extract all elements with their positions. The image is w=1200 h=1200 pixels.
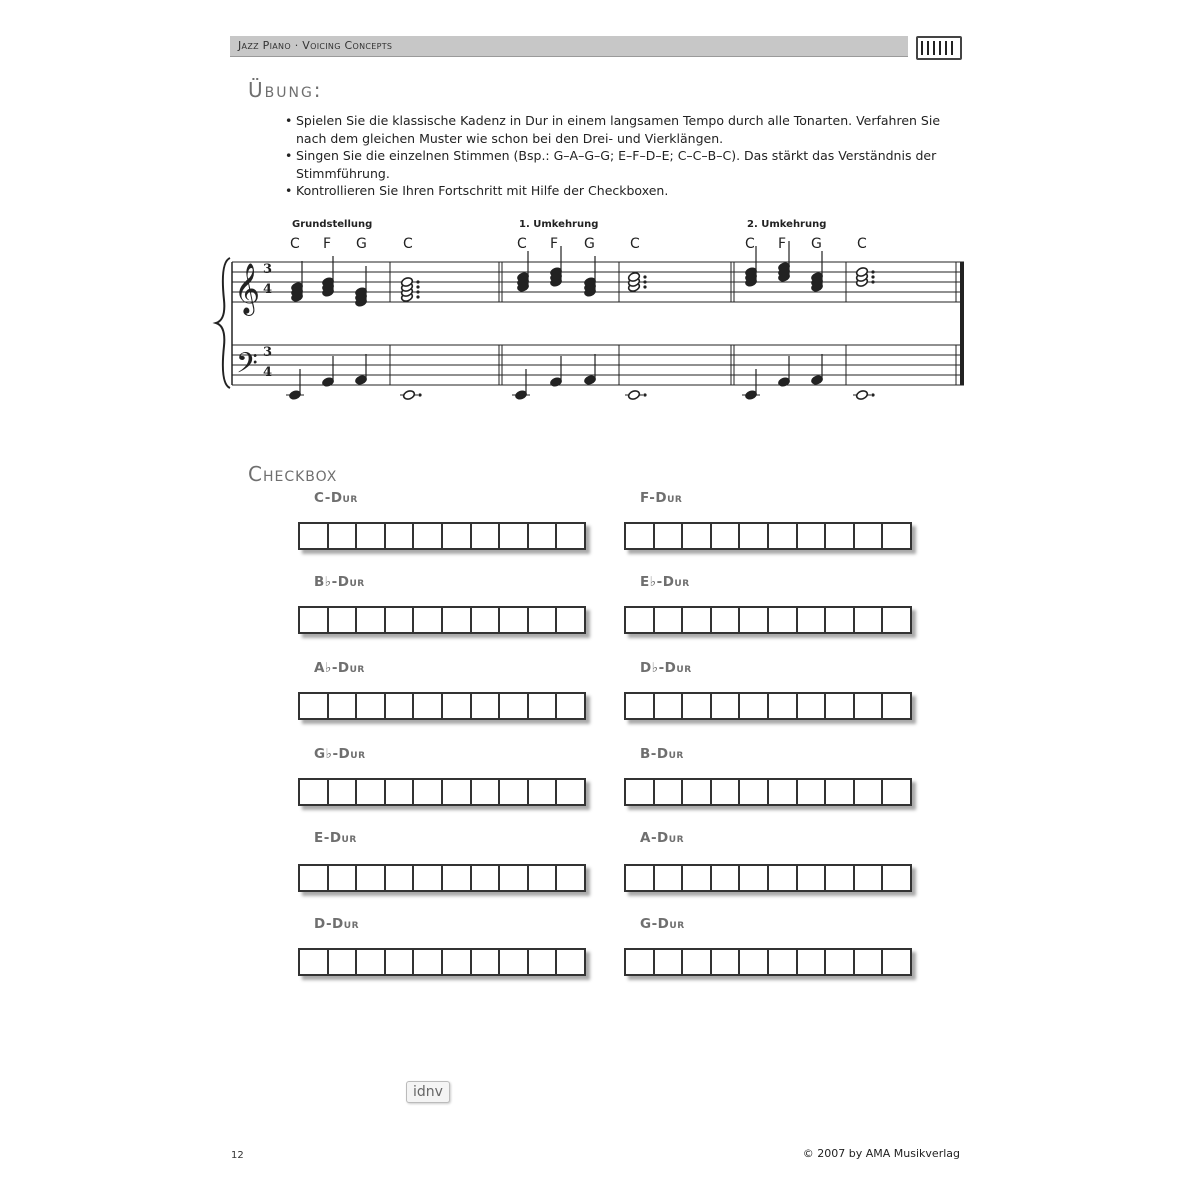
chord-symbol: C xyxy=(745,236,755,252)
key-label: E♭-Dur xyxy=(640,574,690,590)
checkbox-square[interactable] xyxy=(626,694,655,718)
checkbox-square[interactable] xyxy=(329,866,358,890)
checkbox-square[interactable] xyxy=(386,694,415,718)
checkbox-square[interactable] xyxy=(500,950,529,974)
chord-symbol: C xyxy=(630,236,640,252)
grand-staff xyxy=(216,258,964,388)
key-label: E-Dur xyxy=(314,830,357,846)
instruction-item: • Singen Sie die einzelnen Stimmen (Bsp.: G–A–G–G; E–F–D–E; C–C–B–C). Das stärkt das Verständnis der Stimmführung. xyxy=(285,147,965,182)
key-label: B-Dur xyxy=(640,746,684,762)
augmentation-dot xyxy=(416,290,419,293)
checkbox-square[interactable] xyxy=(712,694,741,718)
checkbox-square[interactable] xyxy=(655,608,684,632)
checkbox-square[interactable] xyxy=(357,866,386,890)
chord-symbol: C xyxy=(517,236,527,252)
key-label: B♭-Dur xyxy=(314,574,365,590)
svg-text:3: 3 xyxy=(263,345,273,360)
checkbox-square[interactable] xyxy=(443,694,472,718)
checkbox-square[interactable] xyxy=(826,608,855,632)
checkbox-square[interactable] xyxy=(357,694,386,718)
svg-text:3: 3 xyxy=(263,262,273,277)
svg-text:4: 4 xyxy=(263,282,273,297)
key-label: A-Dur xyxy=(640,830,684,846)
chord-symbol: G xyxy=(811,236,822,252)
checkbox-square[interactable] xyxy=(626,780,655,804)
checkbox-square[interactable] xyxy=(798,780,827,804)
checkbox-square[interactable] xyxy=(500,524,529,548)
checkbox-square[interactable] xyxy=(557,780,584,804)
checkbox-square[interactable] xyxy=(414,694,443,718)
checkbox-square[interactable] xyxy=(855,780,884,804)
checkbox-square[interactable] xyxy=(626,866,655,890)
checkbox-square[interactable] xyxy=(683,524,712,548)
chord-symbol: C xyxy=(290,236,300,252)
checkbox-square[interactable] xyxy=(529,950,558,974)
instruction-item: • Spielen Sie die klassische Kadenz in Dur in einem langsamen Tempo durch alle Tonarten. Verfahren Sie nach dem gleichen Muster wie schon bei den Drei- und Vierklängen. xyxy=(285,112,965,147)
notehead xyxy=(628,390,641,401)
bass-staff xyxy=(232,345,964,385)
checkbox-square[interactable] xyxy=(883,780,910,804)
checkbox-square[interactable] xyxy=(357,780,386,804)
key-label: D♭-Dur xyxy=(640,660,692,676)
key-label: A♭-Dur xyxy=(314,660,365,676)
checkbox-square[interactable] xyxy=(769,866,798,890)
checkbox-square[interactable] xyxy=(472,780,501,804)
treble-staff xyxy=(232,262,964,302)
checkbox-square[interactable] xyxy=(798,950,827,974)
checkbox-square[interactable] xyxy=(712,524,741,548)
augmentation-dot xyxy=(871,270,874,273)
checkbox-row xyxy=(624,606,912,634)
checkbox-square[interactable] xyxy=(414,524,443,548)
chord-symbol: G xyxy=(584,236,595,252)
checkbox-square[interactable] xyxy=(500,608,529,632)
music-notation xyxy=(0,0,1200,420)
augmentation-dot xyxy=(416,280,419,283)
treble-clef-icon: 𝄞 xyxy=(234,263,261,314)
chord-symbol: C xyxy=(857,236,867,252)
checkbox-row xyxy=(624,522,912,550)
checkbox-square[interactable] xyxy=(883,866,910,890)
checkbox-square[interactable] xyxy=(769,780,798,804)
checkbox-square[interactable] xyxy=(443,950,472,974)
checkbox-square[interactable] xyxy=(386,866,415,890)
checkbox-square[interactable] xyxy=(826,950,855,974)
checkbox-square[interactable] xyxy=(443,524,472,548)
checkbox-square[interactable] xyxy=(329,608,358,632)
checkbox-title: Checkbox xyxy=(248,462,338,486)
checkbox-square[interactable] xyxy=(855,608,884,632)
copyright: © 2007 by AMA Musikverlag xyxy=(802,1147,960,1160)
checkbox-square[interactable] xyxy=(740,866,769,890)
checkbox-square[interactable] xyxy=(357,950,386,974)
checkbox-row xyxy=(624,778,912,806)
svg-text:4: 4 xyxy=(263,365,273,380)
checkbox-square[interactable] xyxy=(712,866,741,890)
checkbox-square[interactable] xyxy=(798,866,827,890)
checkbox-square[interactable] xyxy=(300,524,329,548)
checkbox-square[interactable] xyxy=(500,866,529,890)
augmentation-dot xyxy=(871,275,874,278)
watermark: idnv xyxy=(406,1081,450,1103)
checkbox-square[interactable] xyxy=(798,524,827,548)
checkbox-square[interactable] xyxy=(300,694,329,718)
instruction-item: • Kontrollieren Sie Ihren Fortschritt mit Hilfe der Checkboxen. xyxy=(285,182,965,200)
checkbox-square[interactable] xyxy=(472,694,501,718)
checkbox-square[interactable] xyxy=(655,694,684,718)
checkbox-square[interactable] xyxy=(683,950,712,974)
checkbox-row xyxy=(624,692,912,720)
exercise-title: Übung: xyxy=(248,78,323,102)
augmentation-dot xyxy=(871,393,874,396)
checkbox-square[interactable] xyxy=(826,694,855,718)
checkbox-square[interactable] xyxy=(529,524,558,548)
checkbox-square[interactable] xyxy=(769,524,798,548)
checkbox-square[interactable] xyxy=(712,608,741,632)
key-label: F-Dur xyxy=(640,490,683,506)
checkbox-row xyxy=(624,948,912,976)
augmentation-dot xyxy=(643,280,646,283)
checkbox-square[interactable] xyxy=(855,524,884,548)
checkbox-square[interactable] xyxy=(798,608,827,632)
checkbox-row xyxy=(298,522,586,550)
checkbox-square[interactable] xyxy=(529,608,558,632)
checkbox-square[interactable] xyxy=(655,524,684,548)
checkbox-square[interactable] xyxy=(740,524,769,548)
chord-symbol: F xyxy=(323,236,332,252)
section-label: 2. Umkehrung xyxy=(747,219,827,230)
checkbox-square[interactable] xyxy=(529,780,558,804)
chord-symbol: F xyxy=(778,236,787,252)
checkbox-square[interactable] xyxy=(386,950,415,974)
checkbox-square[interactable] xyxy=(740,608,769,632)
checkbox-square[interactable] xyxy=(414,780,443,804)
checkbox-square[interactable] xyxy=(655,780,684,804)
checkbox-row xyxy=(298,948,586,976)
checkbox-square[interactable] xyxy=(557,524,584,548)
checkbox-square[interactable] xyxy=(443,608,472,632)
checkbox-square[interactable] xyxy=(826,866,855,890)
checkbox-square[interactable] xyxy=(769,608,798,632)
checkbox-square[interactable] xyxy=(443,866,472,890)
checkbox-square[interactable] xyxy=(883,694,910,718)
checkbox-square[interactable] xyxy=(740,694,769,718)
checkbox-square[interactable] xyxy=(655,950,684,974)
checkbox-square[interactable] xyxy=(655,866,684,890)
augmentation-dot xyxy=(418,393,421,396)
checkbox-square[interactable] xyxy=(855,866,884,890)
checkbox-square[interactable] xyxy=(300,780,329,804)
checkbox-square[interactable] xyxy=(529,694,558,718)
checkbox-square[interactable] xyxy=(329,780,358,804)
checkbox-square[interactable] xyxy=(855,694,884,718)
checkbox-square[interactable] xyxy=(740,780,769,804)
checkbox-square[interactable] xyxy=(329,694,358,718)
augmentation-dot xyxy=(871,280,874,283)
barlines xyxy=(390,262,956,385)
augmentation-dot xyxy=(643,285,646,288)
checkbox-square[interactable] xyxy=(357,524,386,548)
augmentation-dot xyxy=(643,275,646,278)
checkbox-square[interactable] xyxy=(798,694,827,718)
checkbox-square[interactable] xyxy=(883,608,910,632)
checkbox-square[interactable] xyxy=(557,950,584,974)
checkbox-square[interactable] xyxy=(712,950,741,974)
checkbox-square[interactable] xyxy=(712,780,741,804)
checkbox-square[interactable] xyxy=(626,950,655,974)
checkbox-square[interactable] xyxy=(329,524,358,548)
checkbox-square[interactable] xyxy=(683,866,712,890)
notehead xyxy=(403,390,416,401)
augmentation-dot xyxy=(416,285,419,288)
checkbox-square[interactable] xyxy=(472,608,501,632)
checkbox-square[interactable] xyxy=(557,608,584,632)
checkbox-square[interactable] xyxy=(826,780,855,804)
checkbox-square[interactable] xyxy=(626,608,655,632)
checkbox-square[interactable] xyxy=(414,950,443,974)
checkbox-square[interactable] xyxy=(300,950,329,974)
key-label: G♭-Dur xyxy=(314,746,366,762)
section-label: 1. Umkehrung xyxy=(519,219,599,230)
checkbox-square[interactable] xyxy=(683,694,712,718)
key-label: G-Dur xyxy=(640,916,685,932)
checkbox-square[interactable] xyxy=(386,524,415,548)
chord-symbol: F xyxy=(550,236,559,252)
time-signature xyxy=(263,262,272,380)
checkbox-square[interactable] xyxy=(414,866,443,890)
bass-clef-icon: 𝄢 xyxy=(236,347,258,387)
checkbox-square[interactable] xyxy=(329,950,358,974)
checkbox-square[interactable] xyxy=(500,780,529,804)
checkbox-square[interactable] xyxy=(300,866,329,890)
key-label: C-Dur xyxy=(314,490,358,506)
chord-symbol: G xyxy=(356,236,367,252)
checkbox-row xyxy=(298,606,586,634)
checkbox-square[interactable] xyxy=(357,608,386,632)
checkbox-row xyxy=(298,692,586,720)
brace-icon xyxy=(216,258,230,388)
checkbox-square[interactable] xyxy=(529,866,558,890)
checkbox-square[interactable] xyxy=(500,694,529,718)
checkbox-square[interactable] xyxy=(626,524,655,548)
checkbox-square[interactable] xyxy=(883,524,910,548)
augmentation-dot xyxy=(416,295,419,298)
checkbox-square[interactable] xyxy=(472,950,501,974)
chord-symbol: C xyxy=(403,236,413,252)
checkbox-square[interactable] xyxy=(557,866,584,890)
section-label: Grundstellung xyxy=(292,219,373,230)
checkbox-square[interactable] xyxy=(386,780,415,804)
checkbox-square[interactable] xyxy=(826,524,855,548)
checkbox-square[interactable] xyxy=(443,780,472,804)
checkbox-square[interactable] xyxy=(683,608,712,632)
key-label: D-Dur xyxy=(314,916,360,932)
checkbox-square[interactable] xyxy=(414,608,443,632)
checkbox-square[interactable] xyxy=(683,780,712,804)
notehead xyxy=(856,390,869,401)
page-number: 12 xyxy=(231,1150,244,1161)
checkbox-row xyxy=(298,864,586,892)
checkbox-square[interactable] xyxy=(472,524,501,548)
notes-layer xyxy=(286,241,875,400)
checkbox-square[interactable] xyxy=(740,950,769,974)
checkbox-square[interactable] xyxy=(386,608,415,632)
checkbox-row xyxy=(298,778,586,806)
checkbox-square[interactable] xyxy=(855,950,884,974)
checkbox-row xyxy=(624,864,912,892)
checkbox-square[interactable] xyxy=(300,608,329,632)
checkbox-square[interactable] xyxy=(883,950,910,974)
final-barline xyxy=(960,262,964,385)
checkbox-square[interactable] xyxy=(472,866,501,890)
checkbox-square[interactable] xyxy=(769,950,798,974)
checkbox-square[interactable] xyxy=(769,694,798,718)
augmentation-dot xyxy=(643,393,646,396)
running-header-title: Jazz Piano · Voicing Concepts xyxy=(238,39,393,52)
checkbox-square[interactable] xyxy=(557,694,584,718)
